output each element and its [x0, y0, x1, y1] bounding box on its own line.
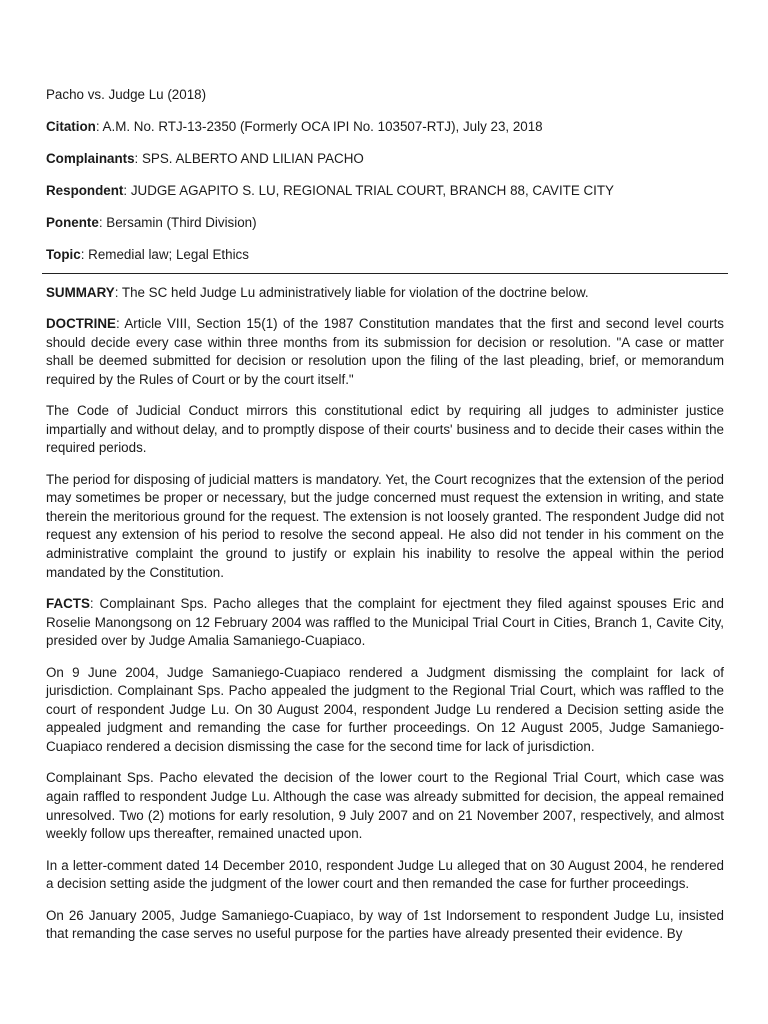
topic-line: Topic: Remedial law; Legal Ethics: [46, 247, 249, 263]
doctrine-text: Article VIII, Section 15(1) of the 1987 Constitution mandates that the first and second level courts should decide every case within three months from its submission for decision or resolution. "A case or matter shall be deemed submitted for decision or resolution upon the filing of the last pleading, brief, or memorandum required by the Rules of Court or by the court itself.": [46, 315, 724, 387]
document-page: [46, 86, 724, 957]
facts-text: Complainant Sps. Pacho alleges that the complaint for ejectment they filed against spouses Eric and Roselie Manongsong on 12 February 2004 was raffled to the Municipal Trial Court in Cities, Branch 1, Cavite City, presided over by Judge Amalia Samaniego-Cuapiaco.: [46, 596, 724, 649]
topic-value: Remedial law; Legal Ethics: [88, 247, 249, 263]
doctrine-paragraph: DOCTRINE: Article VIII, Section 15(1) of the 1987 Constitution mandates that the first and second level courts should decide every case within three months from its submission for decision or resolution. "A case or matter shall be deemed submitted for decision or resolution upon the filing of the last pleading, brief, or memorandum required by the Rules of Court or by the court itself.": [46, 315, 724, 387]
facts-paragraph-4: In a letter-comment dated 14 December 2010, respondent Judge Lu alleged that on 30 August 2004, he rendered a decision setting aside the judgment of the lower court and then remanded the case for further proceedings.: [46, 857, 724, 892]
facts-paragraph: FACTS: Complainant Sps. Pacho alleges that the complaint for ejectment they filed against spouses Eric and Roselie Manongsong on 12 February 2004 was raffled to the Municipal Trial Court in Cities, Branch 1, Cavite City, presided over by Judge Amalia Samaniego-Cuapiaco.: [46, 596, 724, 649]
respondent-line: Respondent: JUDGE AGAPITO S. LU, REGIONAL TRIAL COURT, BRANCH 88, CAVITE CITY: [46, 183, 614, 199]
citation-value: A.M. No. RTJ-13-2350 (Formerly OCA IPI No. 103507-RTJ), July 23, 2018: [102, 119, 543, 135]
facts-paragraph-3: Complainant Sps. Pacho elevated the decision of the lower court to the Regional Trial Court, which case was again raffled to respondent Judge Lu. Although the case was already submitted for decision, the appeal remained unresolved. Two (2) motions for early resolution, 9 July 2007 and on 21 November 2007, respectively, and almost weekly follow ups thereafter, remained unacted upon.: [46, 770, 724, 842]
citation-label: Citation: [46, 119, 96, 135]
doctrine-paragraph-2: The Code of Judicial Conduct mirrors this constitutional edict by requiring all judges to administer justice impartially and without delay, and to promptly dispose of their courts' business and to decide their cases within the required periods.: [46, 403, 724, 456]
ponente-label: Ponente: [46, 215, 99, 231]
doctrine-label: DOCTRINE: [46, 315, 116, 331]
summary-paragraph: SUMMARY: The SC held Judge Lu administratively liable for violation of the doctrine below.: [46, 284, 589, 300]
case-title: Pacho vs. Judge Lu (2018): [46, 87, 207, 102]
summary-label: SUMMARY: [46, 284, 115, 300]
header-divider: [42, 273, 728, 274]
complainants-line: Complainants: SPS. ALBERTO AND LILIAN PACHO: [46, 151, 364, 167]
complainants-label: Complainants: [46, 151, 135, 167]
respondent-value: JUDGE AGAPITO S. LU, REGIONAL TRIAL COURT, BRANCH 88, CAVITE CITY: [130, 183, 614, 199]
facts-label: FACTS: [46, 596, 90, 612]
ponente-value: Bersamin (Third Division): [106, 215, 257, 231]
facts-paragraph-2: On 9 June 2004, Judge Samaniego-Cuapiaco rendered a Judgment dismissing the complaint for lack of jurisdiction. Complainant Sps. Pacho appealed the judgment to the Regional Trial Court, which was raffled to the court of respondent Judge Lu. On 30 August 2004, respondent Judge Lu rendered a Decision setting aside the appealed judgment and remanding the case for further proceedings. On 12 August 2005, Judge Samaniego-Cuapiaco rendered a decision dismissing the case for the second time for lack of jurisdiction.: [46, 664, 724, 755]
topic-label: Topic: [46, 247, 81, 263]
facts-paragraph-5: On 26 January 2005, Judge Samaniego-Cuapiaco, by way of 1st Indorsement to respondent Judge Lu, insisted that remanding the case serves no useful purpose for the parties have already presented their evidence. By: [46, 907, 724, 942]
complainants-value: SPS. ALBERTO AND LILIAN PACHO: [142, 151, 364, 167]
summary-text: The SC held Judge Lu administratively liable for violation of the doctrine below.: [121, 284, 589, 300]
citation-line: Citation: A.M. No. RTJ-13-2350 (Formerly OCA IPI No. 103507-RTJ), July 23, 2018: [46, 119, 543, 135]
respondent-label: Respondent: [46, 183, 124, 199]
doctrine-paragraph-3: The period for disposing of judicial matters is mandatory. Yet, the Court recognizes that the extension of the period may sometimes be proper or necessary, but the judge concerned must request the extension in writing, and state therein the meritorious ground for the request. The extension is not loosely granted. The respondent Judge did not request any extension of his period to resolve the second appeal. He also did not tender in his comment on the administrative complaint the ground to justify or explain his inability to resolve the appeal within the period mandated by the Constitution.: [46, 471, 724, 580]
ponente-line: Ponente: Bersamin (Third Division): [46, 215, 257, 231]
